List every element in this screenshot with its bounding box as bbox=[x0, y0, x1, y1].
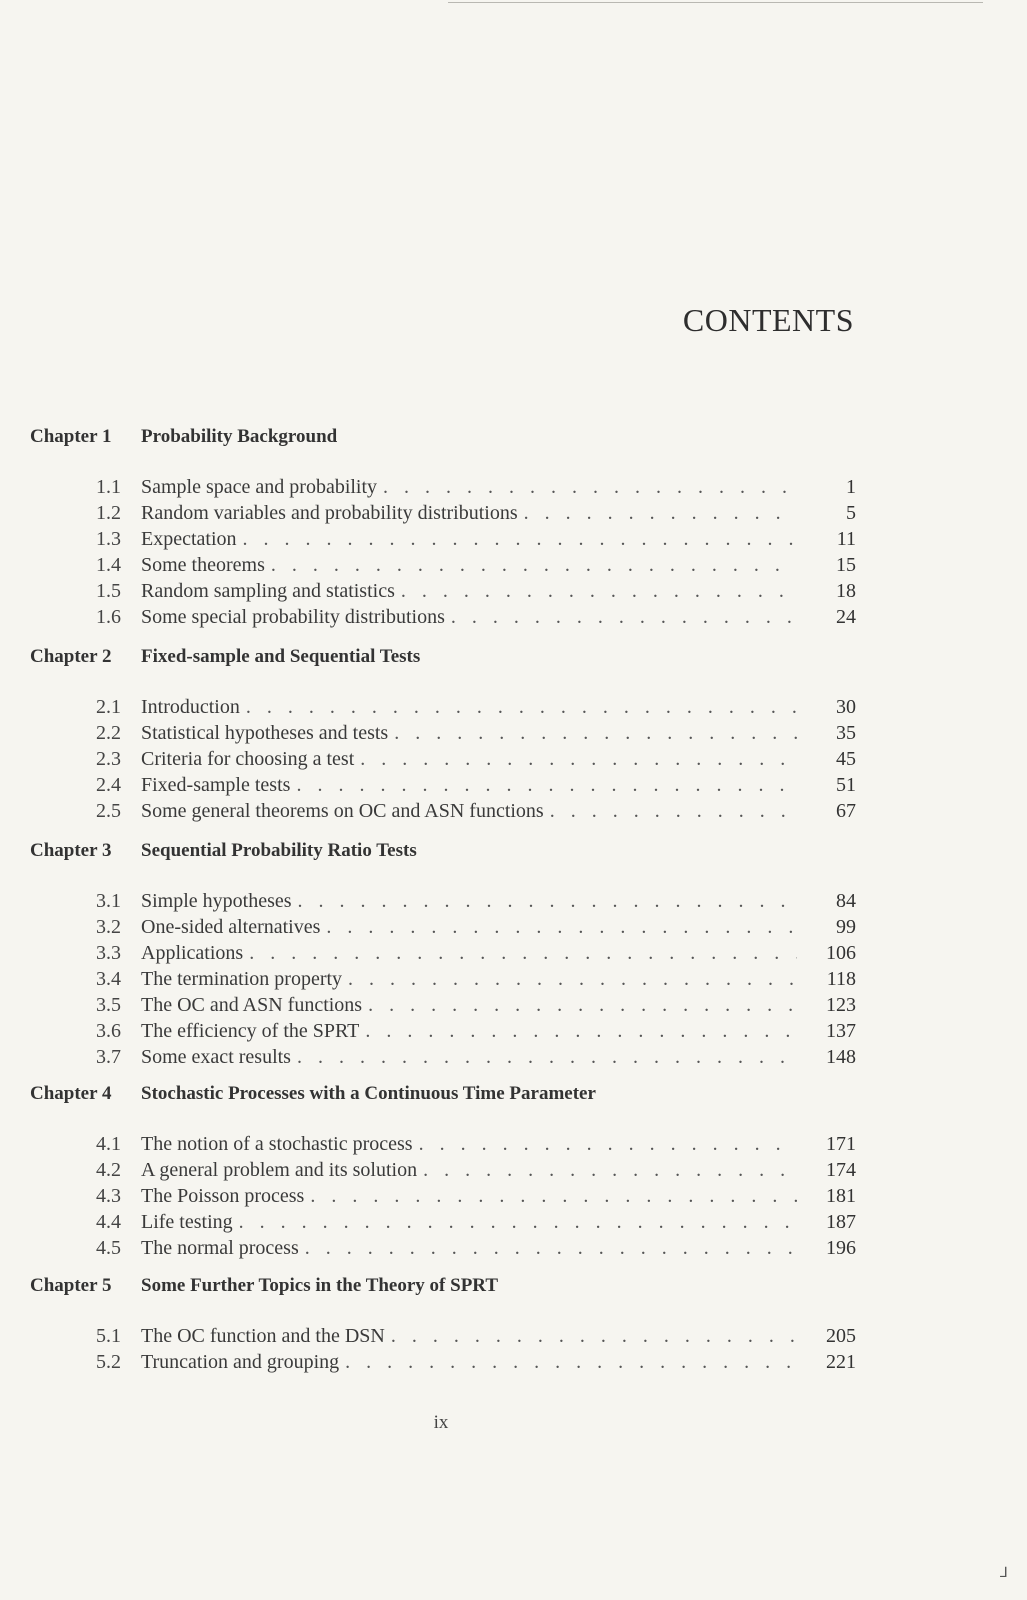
section-title: The OC and ASN functions bbox=[141, 992, 368, 1018]
page-ref: 45 bbox=[836, 748, 856, 770]
section-entry bbox=[141, 1018, 797, 1044]
toc-entry bbox=[0, 526, 1027, 552]
dot-leader bbox=[383, 474, 797, 500]
section-title: The Poisson process bbox=[141, 1183, 310, 1209]
page-ref: 35 bbox=[836, 722, 856, 744]
section-title: Some special probability distributions bbox=[141, 604, 451, 630]
section-number: 2.2 bbox=[96, 722, 121, 744]
section-entry bbox=[141, 1131, 797, 1157]
section-entry bbox=[141, 1209, 797, 1235]
dot-leader bbox=[298, 888, 797, 914]
toc-entry bbox=[0, 578, 1027, 604]
dot-leader bbox=[243, 526, 797, 552]
dot-leader bbox=[326, 914, 797, 940]
dot-leader bbox=[345, 1349, 797, 1375]
dot-leader bbox=[246, 694, 797, 720]
page-title: CONTENTS bbox=[682, 302, 854, 338]
section-number: 1.2 bbox=[96, 502, 121, 524]
dot-leader bbox=[419, 1131, 797, 1157]
top-rule bbox=[448, 2, 983, 3]
section-entry bbox=[141, 1349, 797, 1375]
section-title: Criteria for choosing a test bbox=[141, 746, 360, 772]
section-title: A general problem and its solution bbox=[141, 1157, 423, 1183]
toc-entry bbox=[0, 798, 1027, 824]
dot-leader bbox=[360, 746, 797, 772]
chapter-title: Stochastic Processes with a Continuous Time Parameter bbox=[141, 1083, 596, 1104]
section-title: Fixed-sample tests bbox=[141, 772, 296, 798]
dot-leader bbox=[239, 1209, 797, 1235]
section-title: Sample space and probability bbox=[141, 474, 383, 500]
section-entry bbox=[141, 720, 797, 746]
page-ref: 30 bbox=[836, 696, 856, 718]
chapter-title: Some Further Topics in the Theory of SPRT bbox=[141, 1275, 499, 1296]
page-ref: 5 bbox=[846, 502, 856, 524]
section-number: 4.3 bbox=[96, 1185, 121, 1207]
section-entry bbox=[141, 1183, 797, 1209]
section-entry bbox=[141, 888, 797, 914]
dot-leader bbox=[271, 552, 797, 578]
toc-entry bbox=[0, 1349, 1027, 1375]
corner-mark: ⅃ bbox=[1000, 1566, 1008, 1581]
chapter-heading bbox=[0, 840, 1027, 888]
toc-entry bbox=[0, 1018, 1027, 1044]
chapter-heading bbox=[0, 1083, 1027, 1131]
section-title: Expectation bbox=[141, 526, 243, 552]
section-entry bbox=[141, 604, 797, 630]
section-title: Some exact results bbox=[141, 1044, 297, 1070]
page-ref: 205 bbox=[826, 1325, 856, 1347]
section-number: 4.2 bbox=[96, 1159, 121, 1181]
toc-entry bbox=[0, 720, 1027, 746]
chapter-title: Sequential Probability Ratio Tests bbox=[141, 840, 417, 861]
section-number: 4.4 bbox=[96, 1211, 121, 1233]
section-number: 3.2 bbox=[96, 916, 121, 938]
chapter-heading bbox=[0, 426, 1027, 474]
section-title: Some theorems bbox=[141, 552, 271, 578]
section-entry bbox=[141, 992, 797, 1018]
toc-entry bbox=[0, 940, 1027, 966]
page-ref: 18 bbox=[836, 580, 856, 602]
dot-leader bbox=[305, 1235, 797, 1261]
section-entry bbox=[141, 772, 797, 798]
section-entry bbox=[141, 1157, 797, 1183]
page-ref: 67 bbox=[836, 800, 856, 822]
toc-entry bbox=[0, 1235, 1027, 1261]
section-number: 4.1 bbox=[96, 1133, 121, 1155]
chapter-label: Chapter 5 bbox=[30, 1275, 112, 1296]
dot-leader bbox=[394, 720, 797, 746]
dot-leader bbox=[348, 966, 797, 992]
chapter-4 bbox=[0, 1083, 1027, 1261]
chapter-1 bbox=[0, 426, 1027, 630]
toc-entry bbox=[0, 746, 1027, 772]
section-number: 3.6 bbox=[96, 1020, 121, 1042]
section-title: Truncation and grouping bbox=[141, 1349, 345, 1375]
page-number: ix bbox=[433, 1412, 449, 1433]
toc-entry bbox=[0, 966, 1027, 992]
dot-leader bbox=[524, 500, 797, 526]
section-number: 5.1 bbox=[96, 1325, 121, 1347]
toc-entry bbox=[0, 1209, 1027, 1235]
section-entry bbox=[141, 966, 797, 992]
page-ref: 181 bbox=[826, 1185, 856, 1207]
section-number: 2.4 bbox=[96, 774, 121, 796]
dot-leader bbox=[401, 578, 797, 604]
section-title: The efficiency of the SPRT bbox=[141, 1018, 365, 1044]
page-ref: 51 bbox=[836, 774, 856, 796]
page-ref: 106 bbox=[826, 942, 856, 964]
page-ref: 187 bbox=[826, 1211, 856, 1233]
section-number: 3.5 bbox=[96, 994, 121, 1016]
section-number: 3.3 bbox=[96, 942, 121, 964]
toc-entry bbox=[0, 604, 1027, 630]
page-ref: 137 bbox=[826, 1020, 856, 1042]
chapter-2 bbox=[0, 646, 1027, 824]
dot-leader bbox=[368, 992, 797, 1018]
section-entry bbox=[141, 552, 797, 578]
section-entry bbox=[141, 694, 797, 720]
dot-leader bbox=[249, 940, 797, 966]
section-entry bbox=[141, 1044, 797, 1070]
section-title: Random sampling and statistics bbox=[141, 578, 401, 604]
page-ref: 123 bbox=[826, 994, 856, 1016]
section-entry bbox=[141, 940, 797, 966]
section-number: 3.4 bbox=[96, 968, 121, 990]
chapter-label: Chapter 4 bbox=[30, 1083, 112, 1104]
toc-entry bbox=[0, 1183, 1027, 1209]
section-title: The OC function and the DSN bbox=[141, 1323, 391, 1349]
toc-entry bbox=[0, 1323, 1027, 1349]
page-ref: 196 bbox=[826, 1237, 856, 1259]
chapter-heading bbox=[0, 646, 1027, 694]
chapter-3 bbox=[0, 840, 1027, 1070]
toc-entry bbox=[0, 772, 1027, 798]
section-entry bbox=[141, 526, 797, 552]
toc-entry bbox=[0, 552, 1027, 578]
page-ref: 11 bbox=[836, 528, 856, 550]
section-title: Random variables and probability distributions bbox=[141, 500, 524, 526]
page-ref: 221 bbox=[826, 1351, 856, 1373]
dot-leader bbox=[310, 1183, 797, 1209]
toc-entry bbox=[0, 888, 1027, 914]
page-ref: 99 bbox=[836, 916, 856, 938]
section-title: Introduction bbox=[141, 694, 246, 720]
section-title: Statistical hypotheses and tests bbox=[141, 720, 394, 746]
dot-leader bbox=[391, 1323, 797, 1349]
section-entry bbox=[141, 1235, 797, 1261]
toc-entry bbox=[0, 1131, 1027, 1157]
toc-entry bbox=[0, 914, 1027, 940]
section-title: One-sided alternatives bbox=[141, 914, 326, 940]
section-number: 2.3 bbox=[96, 748, 121, 770]
toc-entry bbox=[0, 1157, 1027, 1183]
page-ref: 171 bbox=[826, 1133, 856, 1155]
section-number: 3.1 bbox=[96, 890, 121, 912]
toc-entry bbox=[0, 1044, 1027, 1070]
dot-leader bbox=[365, 1018, 797, 1044]
section-entry bbox=[141, 1323, 797, 1349]
section-number: 1.1 bbox=[96, 476, 121, 498]
section-entry bbox=[141, 914, 797, 940]
chapter-label: Chapter 1 bbox=[30, 426, 112, 447]
section-number: 1.3 bbox=[96, 528, 121, 550]
section-entry bbox=[141, 474, 797, 500]
page-ref: 118 bbox=[826, 968, 856, 990]
toc-entry bbox=[0, 500, 1027, 526]
section-entry bbox=[141, 798, 797, 824]
section-entry bbox=[141, 746, 797, 772]
section-number: 1.5 bbox=[96, 580, 121, 602]
page-ref: 148 bbox=[826, 1046, 856, 1068]
section-number: 2.5 bbox=[96, 800, 121, 822]
section-entry bbox=[141, 500, 797, 526]
chapter-5 bbox=[0, 1275, 1027, 1375]
chapter-label: Chapter 3 bbox=[30, 840, 112, 861]
toc-entry bbox=[0, 474, 1027, 500]
section-number: 1.4 bbox=[96, 554, 121, 576]
section-title: Life testing bbox=[141, 1209, 239, 1235]
chapter-title: Fixed-sample and Sequential Tests bbox=[141, 646, 421, 667]
dot-leader bbox=[296, 772, 797, 798]
section-number: 1.6 bbox=[96, 606, 121, 628]
dot-leader bbox=[423, 1157, 797, 1183]
toc-entry bbox=[0, 694, 1027, 720]
section-number: 4.5 bbox=[96, 1237, 121, 1259]
section-title: The normal process bbox=[141, 1235, 305, 1261]
page-ref: 24 bbox=[836, 606, 856, 628]
section-number: 5.2 bbox=[96, 1351, 121, 1373]
section-title: Applications bbox=[141, 940, 249, 966]
page-ref: 1 bbox=[846, 476, 856, 498]
section-title: The termination property bbox=[141, 966, 348, 992]
dot-leader bbox=[297, 1044, 797, 1070]
toc-entry bbox=[0, 992, 1027, 1018]
section-title: Simple hypotheses bbox=[141, 888, 298, 914]
chapter-label: Chapter 2 bbox=[30, 646, 112, 667]
page-ref: 84 bbox=[836, 890, 856, 912]
section-entry bbox=[141, 578, 797, 604]
dot-leader bbox=[550, 798, 797, 824]
dot-leader bbox=[451, 604, 797, 630]
chapter-title: Probability Background bbox=[141, 426, 338, 447]
section-title: The notion of a stochastic process bbox=[141, 1131, 419, 1157]
page-ref: 15 bbox=[836, 554, 856, 576]
section-number: 3.7 bbox=[96, 1046, 121, 1068]
chapter-heading bbox=[0, 1275, 1027, 1323]
section-number: 2.1 bbox=[96, 696, 121, 718]
page-ref: 174 bbox=[826, 1159, 856, 1181]
section-title: Some general theorems on OC and ASN functions bbox=[141, 798, 550, 824]
